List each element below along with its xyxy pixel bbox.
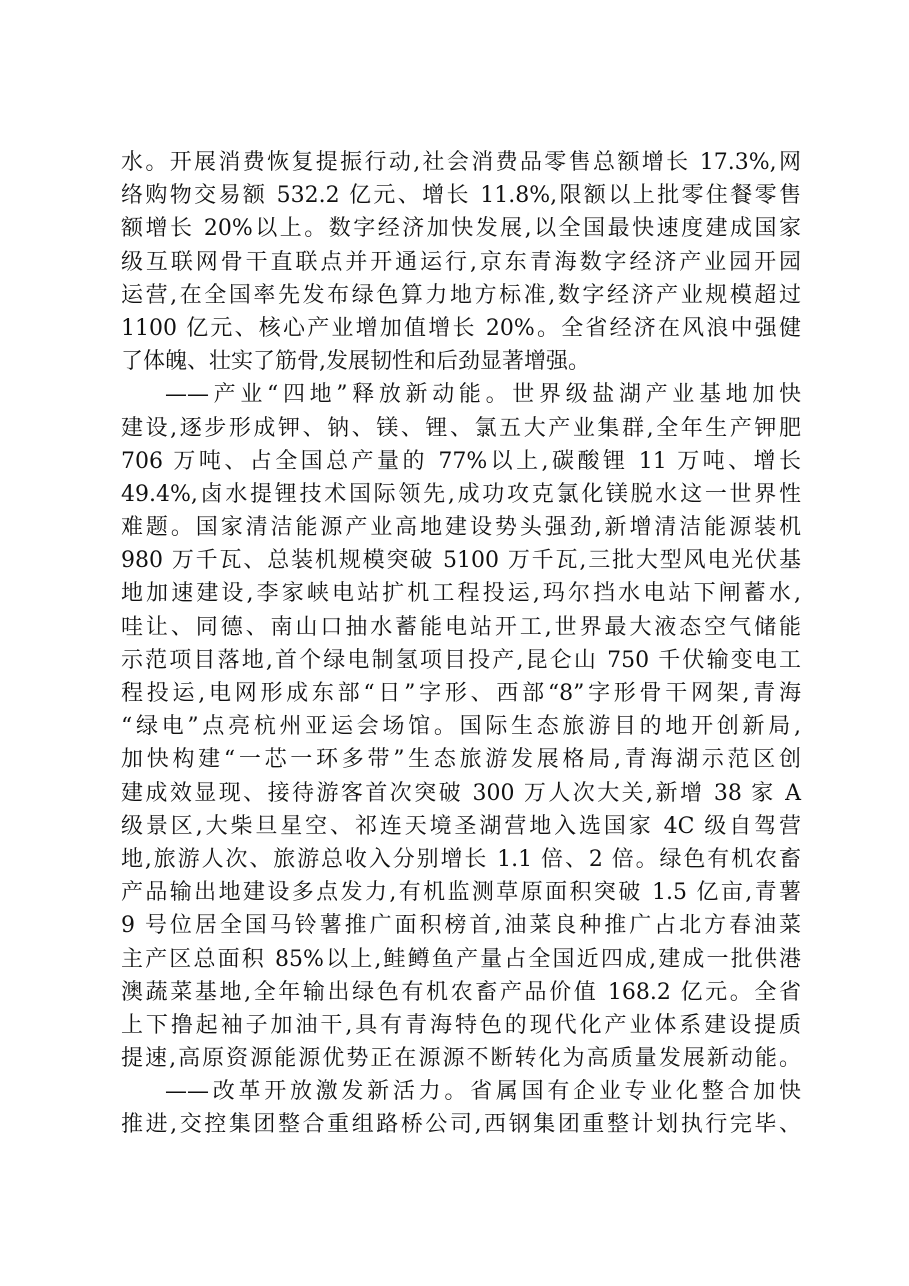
text-line: 地,旅游人次、旅游总收入分别增长 1.1 倍、2 倍。绿色有机农畜 <box>121 846 801 872</box>
text-line: 1100 亿元、核心产业增加值增长 20%。全省经济在风浪中强健 <box>121 315 801 341</box>
text-line: 9 号位居全国马铃薯推广面积榜首,油菜良种推广占北方春油菜 <box>121 913 801 939</box>
text-line: 推进,交控集团整合重组路桥公司,西钢集团重整计划执行完毕、 <box>121 1112 801 1138</box>
text-line: 建成效显现、接待游客首次突破 300 万人次大关,新增 38 家 A <box>121 780 801 806</box>
text-line: 额增长 20%以上。数字经济加快发展,以全国最快速度建成国家 <box>121 216 801 242</box>
text-line: 主产区总面积 85%以上,鲑鳟鱼产量占全国近四成,建成一批供港 <box>121 946 801 972</box>
text-line: 了体魄、壮实了筋骨,发展韧性和后劲显著增强。 <box>121 349 590 375</box>
text-line: 澳蔬菜基地,全年输出绿色有机农畜产品价值 168.2 亿元。全省 <box>121 979 801 1005</box>
text-line: 级互联网骨干直联点并开通运行,京东青海数字经济产业园开园 <box>121 249 801 275</box>
text-line: 提速,高原资源能源优势正在源源不断转化为高质量发展新动能。 <box>121 1046 801 1072</box>
text-line: 络购物交易额 532.2 亿元、增长 11.8%,限额以上批零住餐零售 <box>121 183 801 209</box>
text-line: 上下撸起袖子加油干,具有青海特色的现代化产业体系建设提质 <box>121 1012 801 1038</box>
text-line: “绿电”点亮杭州亚运会场馆。国际生态旅游目的地开创新局, <box>121 714 801 740</box>
section-heading-line: ——改革开放激发新活力。省属国有企业专业化整合加快 <box>165 1079 801 1105</box>
text-line: 加快构建“一芯一环多带”生态旅游发展格局,青海湖示范区创 <box>121 747 801 773</box>
text-line: 水。开展消费恢复提振行动,社会消费品零售总额增长 17.3%,网 <box>121 150 801 175</box>
section-heading-line: ——产业“四地”释放新动能。世界级盐湖产业基地加快 <box>165 382 801 408</box>
text-line: 建设,逐步形成钾、钠、镁、锂、氯五大产业集群,全年生产钾肥 <box>121 415 801 441</box>
text-line: 产品输出地建设多点发力,有机监测草原面积突破 1.5 亿亩,青薯 <box>121 880 801 906</box>
text-line: 哇让、同德、南山口抽水蓄能电站开工,世界最大液态空气储能 <box>121 614 801 640</box>
text-line: 706 万吨、占全国总产量的 77%以上,碳酸锂 11 万吨、增长 <box>121 448 801 474</box>
text-line: 示范项目落地,首个绿电制氢项目投产,昆仑山 750 千伏输变电工 <box>121 647 801 673</box>
text-line: 980 万千瓦、总装机规模突破 5100 万千瓦,三批大型风电光伏基 <box>121 548 801 574</box>
text-line: 49.4%,卤水提锂技术国际领先,成功攻克氯化镁脱水这一世界性 <box>121 481 801 507</box>
text-line: 程投运,电网形成东部“日”字形、西部“8”字形骨干网架,青海 <box>121 681 801 706</box>
text-line: 地加速建设,李家峡电站扩机工程投运,玛尔挡水电站下闸蓄水, <box>121 581 801 607</box>
text-line: 难题。国家清洁能源产业高地建设势头强劲,新增清洁能源装机 <box>121 515 801 541</box>
text-line: 级景区,大柴旦星空、祁连天境圣湖营地入选国家 4C 级自驾营 <box>121 813 801 839</box>
text-line: 运营,在全国率先发布绿色算力地方标准,数字经济产业规模超过 <box>121 282 801 308</box>
body-text <box>121 146 801 1142</box>
